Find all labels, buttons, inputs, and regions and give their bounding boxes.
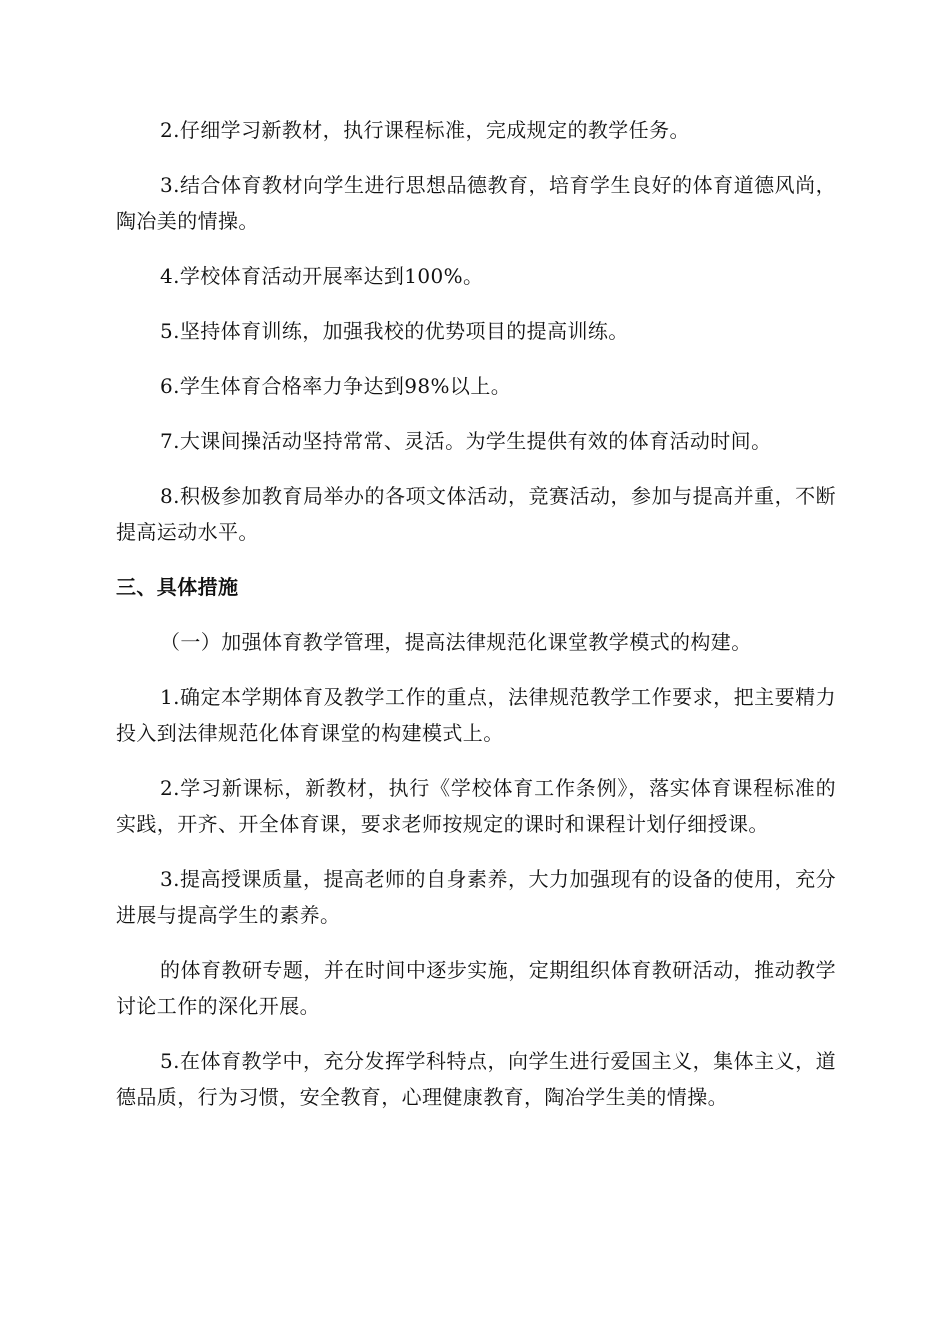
paragraph-item-5: 5.坚持体育训练，加强我校的优势项目的提高训练。 (160, 319, 629, 343)
paragraph-item-2: 2.仔细学习新教材，执行课程标准，完成规定的教学任务。 (160, 118, 690, 142)
paragraph-item-4: 4.学校体育活动开展率达到100%。 (160, 264, 484, 288)
measure-item-3: 3.提高授课质量，提高老师的自身素养，大力加强现有的设备的使用，充分进展与提高学生的素养。 (116, 867, 836, 927)
section-subheading: （一）加强体育教学管理，提高法律规范化课堂教学模式的构建。 (160, 630, 752, 654)
measure-item-4: 的体育教研专题，并在时间中逐步实施，定期组织体育教研活动，推动教学讨论工作的深化开展。 (116, 958, 836, 1018)
document-page (116, 112, 836, 1134)
measure-item-1: 1.确定本学期体育及教学工作的重点，法律规范教学工作要求，把主要精力投入到法律规范化体育课堂的构建模式上。 (116, 685, 836, 745)
paragraph-item-8: 8.积极参加教育局举办的各项文体活动，竞赛活动，参加与提高并重，不断提高运动水平。 (116, 484, 836, 544)
measure-item-2: 2.学习新课标，新教材，执行《学校体育工作条例》，落实体育课程标准的实践，开齐、开全体育课，要求老师按规定的课时和课程计划仔细授课。 (116, 776, 836, 836)
measure-item-5: 5.在体育教学中，充分发挥学科特点，向学生进行爱国主义，集体主义，道德品质，行为习惯，安全教育，心理健康教育，陶冶学生美的情操。 (116, 1049, 836, 1109)
paragraph-item-7: 7.大课间操活动坚持常常、灵活。为学生提供有效的体育活动时间。 (160, 429, 772, 453)
paragraph-item-3: 3.结合体育教材向学生进行思想品德教育，培育学生良好的体育道德风尚，陶冶美的情操。 (116, 173, 836, 233)
paragraph-item-6: 6.学生体育合格率力争达到98%以上。 (160, 374, 512, 398)
section-heading: 三、具体措施 (116, 575, 239, 599)
